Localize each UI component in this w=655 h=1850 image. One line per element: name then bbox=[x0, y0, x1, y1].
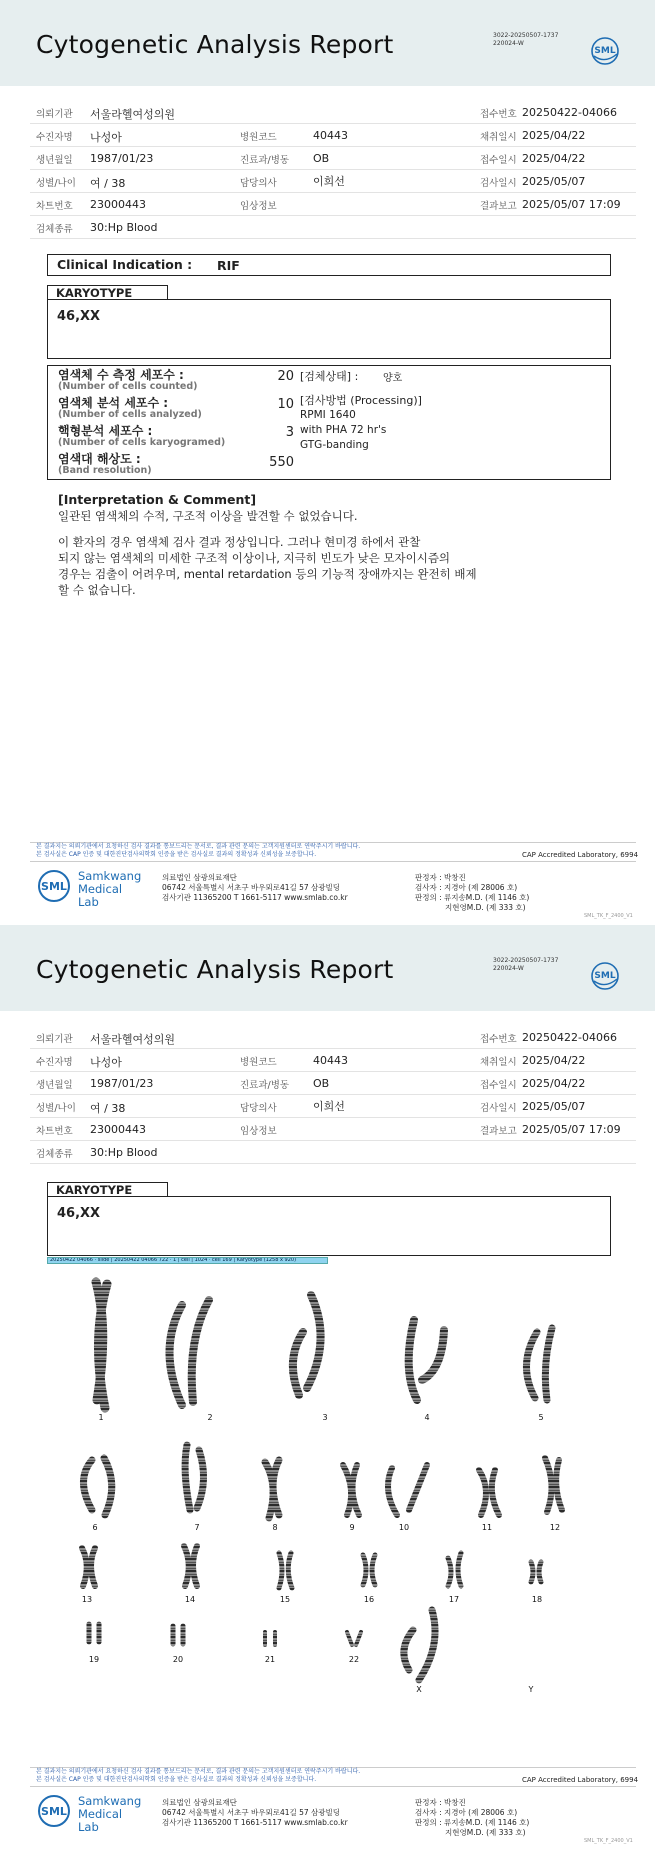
info-row: 차트번호 23000443 임상정보 결과보고 2025/05/07 17:09 bbox=[30, 1118, 636, 1141]
footer-note: 본 결과지는 의뢰기관에서 요청하신 검사 결과를 통보드리는 문서로, 결과 관련 문의는 고객지원센터로 연락주시기 바랍니다. 본 검사실은 CAP 인증 및 대한진단검사의학회 인증을 받은 검사실로 결과의 정확성과 신뢰성을 보증합니다. bbox=[36, 1768, 361, 1783]
specimen-status: 양호 bbox=[383, 373, 403, 384]
chromosome-3b bbox=[307, 1295, 321, 1388]
chromosome-16b bbox=[372, 1555, 375, 1585]
chromosome-label: X bbox=[416, 1685, 422, 1694]
chromosome-label: 12 bbox=[549, 1523, 561, 1532]
specimen-type: 30:Hp Blood bbox=[90, 221, 158, 234]
page-title: Cytogenetic Analysis Report bbox=[36, 30, 394, 59]
svg-text:SML: SML bbox=[594, 46, 616, 56]
chromosome-xa bbox=[404, 1630, 413, 1670]
chromosome-17a bbox=[448, 1558, 451, 1586]
karyotype-tab: KARYOTYPE bbox=[47, 1182, 168, 1196]
info-row: 의뢰기관 서울라헬여성의원 접수번호 20250422-04066 bbox=[30, 101, 636, 124]
company-logo: SML Samkwang Medical Lab bbox=[36, 1791, 136, 1831]
karyotype-result: 46,XX bbox=[57, 309, 101, 324]
info-row: 생년월일 1987/01/23 진료과/병동 OB 접수일시 2025/04/22 bbox=[30, 147, 636, 170]
form-version: SML_TK_F_2400_V1 bbox=[584, 1838, 633, 1844]
cap-accreditation: CAP Accredited Laboratory, 6994 bbox=[522, 1776, 639, 1784]
chromosome-14b bbox=[193, 1546, 197, 1586]
specimen-status-label: [검체상태] : bbox=[300, 370, 359, 383]
sml-logo-icon bbox=[590, 36, 620, 66]
info-row: 의뢰기관 서울라헬여성의원 접수번호 20250422-04066 bbox=[30, 1026, 636, 1049]
chromosome-label: 4 bbox=[424, 1413, 430, 1422]
svg-text:SML: SML bbox=[41, 880, 67, 893]
interpretation: [Interpretation & Comment] 일관된 염색체의 수적, 구조적 이상을 발견할 수 없었습니다. 이 환자의 경우 염색체 검사 결과 정상입니다. 그러나 현미경 하에서 관찰 되지 않는 염색체의 미세한 구조적 이상이나, 지극히 빈도가 낮은 모자이시즘의 경우는 검출이 어려우며, mental retardation 등의 기능적 장애까지는 완전히 배제 할 수 없습니다. bbox=[58, 492, 477, 597]
chart-number: 23000443 bbox=[90, 198, 146, 211]
chromosome-10b bbox=[409, 1465, 427, 1510]
hospital-code: 40443 bbox=[313, 129, 348, 142]
report-code: 3022-20250507-1737 220024-W bbox=[493, 957, 559, 972]
chromosome-label: 2 bbox=[207, 1413, 213, 1422]
birth-date: 1987/01/23 bbox=[90, 152, 154, 165]
chromosome-2a bbox=[170, 1305, 183, 1405]
cells-karyogramed: 3 bbox=[285, 425, 294, 440]
band-resolution: 550 bbox=[269, 455, 294, 470]
chromosome-label: 9 bbox=[349, 1523, 355, 1532]
chromosome-label: 15 bbox=[279, 1595, 291, 1604]
chromosome-5a bbox=[526, 1332, 537, 1398]
received-date: 2025/04/22 bbox=[522, 152, 586, 165]
chromosome-label: Y bbox=[528, 1685, 534, 1694]
report-code: 3022-20250507-1737 220024-W bbox=[493, 32, 559, 47]
chromosome-22a bbox=[347, 1632, 352, 1645]
chromosome-10a bbox=[388, 1468, 397, 1515]
chromosome-11b bbox=[492, 1470, 499, 1515]
test-date: 2025/05/07 bbox=[522, 175, 586, 188]
karyotype-box bbox=[47, 299, 611, 359]
chromosome-3a bbox=[293, 1332, 303, 1395]
chromosome-4a bbox=[409, 1320, 417, 1400]
patient-info-table bbox=[30, 1026, 636, 1164]
report-header bbox=[0, 925, 655, 1011]
cells-counted-label: 염색체 수 측정 세포수 : (Number of cells counted) bbox=[58, 368, 198, 392]
sml-logo-icon bbox=[36, 1793, 72, 1829]
patient-name: 나성아 bbox=[90, 131, 122, 144]
collect-date: 2025/04/22 bbox=[522, 129, 586, 142]
chromosome-7b bbox=[197, 1450, 204, 1508]
clinical-indication: RIF bbox=[217, 258, 240, 273]
chromosome-label: 6 bbox=[92, 1523, 98, 1532]
chromosome-label: 1 bbox=[98, 1413, 104, 1422]
karyotype-box: 46,XX bbox=[47, 1196, 611, 1256]
chromosome-label: 14 bbox=[184, 1595, 196, 1604]
chromosome-label: 22 bbox=[348, 1655, 360, 1664]
chromosome-13a bbox=[82, 1548, 87, 1586]
info-row: 성별/나이 여 / 38 담당의사 이희선 검사일시 2025/05/07 bbox=[30, 170, 636, 193]
chromosome-18b bbox=[539, 1562, 541, 1582]
receipt-number: 20250422-04066 bbox=[522, 106, 617, 119]
chromosome-6b bbox=[104, 1458, 112, 1515]
cells-analyzed: 10 bbox=[277, 397, 294, 412]
chromosome-6a bbox=[84, 1460, 93, 1510]
chromosome-2b bbox=[192, 1300, 209, 1402]
chromosome-22b bbox=[356, 1632, 361, 1645]
page-title: Cytogenetic Analysis Report bbox=[36, 955, 394, 984]
chromosome-label: 21 bbox=[264, 1655, 276, 1664]
chromosome-label: 3 bbox=[322, 1413, 328, 1422]
chromosome-16a bbox=[363, 1555, 366, 1585]
info-row: 성별/나이 여 / 38 담당의사 이희선 검사일시 2025/05/07 bbox=[30, 1095, 636, 1118]
processing-method: [검사방법 (Processing)] RPMI 1640 with PHA 72 hr's GTG-banding bbox=[300, 394, 422, 451]
chromosome-12b bbox=[556, 1460, 562, 1510]
svg-text:SML: SML bbox=[41, 1805, 67, 1818]
clinical-indication-box: Clinical Indication : RIF bbox=[47, 254, 611, 276]
chromosome-5b bbox=[545, 1328, 552, 1400]
chromosome-label: 11 bbox=[481, 1523, 493, 1532]
chromosome-label: 17 bbox=[448, 1595, 460, 1604]
cells-karyogramed-label: 핵형분석 세포수 : (Number of cells karyogramed) bbox=[58, 424, 226, 448]
info-row: 검체종류 30:Hp Blood bbox=[30, 216, 636, 239]
sex-age: 여 / 38 bbox=[90, 177, 126, 190]
chromosome-18a bbox=[531, 1562, 533, 1582]
chromosome-label: 7 bbox=[194, 1523, 200, 1532]
chromosome-label: 20 bbox=[172, 1655, 184, 1664]
chromosome-13b bbox=[91, 1548, 95, 1586]
info-row: 수진자명 나성아 병원코드 40443 채취일시 2025/04/22 bbox=[30, 124, 636, 147]
doctor: 이희선 bbox=[313, 175, 345, 188]
chromosome-label: 5 bbox=[538, 1413, 544, 1422]
department: OB bbox=[313, 152, 330, 165]
report-date: 2025/05/07 17:09 bbox=[522, 198, 621, 211]
chromosome-xb bbox=[419, 1610, 435, 1680]
chromosome-8b bbox=[273, 1460, 279, 1515]
company-address: 의료법인 삼광의료재단 06742 서울특별시 서초구 바우뫼로41길 57 삼광빌딩 검사기관 11365200 T 1661-5117 www.smlab.co.kr bbox=[162, 873, 348, 902]
svg-text:SML: SML bbox=[594, 971, 616, 981]
footer-note: 본 결과지는 의뢰기관에서 요청하신 검사 결과를 통보드리는 문서로, 결과 관련 문의는 고객지원센터로 연락주시기 바랍니다. 본 검사실은 CAP 인증 및 대한진단검사의학회 인증을 받은 검사실로 결과의 정확성과 신뢰성을 보증합니다. bbox=[36, 843, 361, 858]
form-version: SML_TK_F_2400_V1 bbox=[584, 913, 633, 919]
cap-accreditation: CAP Accredited Laboratory, 6994 bbox=[522, 851, 639, 859]
cell-counts-box bbox=[47, 365, 611, 480]
cells-counted: 20 bbox=[277, 369, 294, 384]
karyogram-image bbox=[47, 1270, 611, 1720]
chromosome-label: 16 bbox=[363, 1595, 375, 1604]
chromosome-14a bbox=[184, 1546, 189, 1586]
chromosome-7a bbox=[185, 1445, 190, 1510]
chromosome-9b bbox=[352, 1465, 359, 1515]
band-resolution-label: 염색대 해상도 : (Band resolution) bbox=[58, 452, 152, 476]
chromosome-15b bbox=[288, 1553, 292, 1588]
report-header bbox=[0, 0, 655, 86]
chromosome-4b bbox=[422, 1330, 444, 1380]
chromosome-15a bbox=[279, 1553, 282, 1588]
chromosome-12a bbox=[545, 1458, 552, 1512]
sml-logo-icon bbox=[590, 961, 620, 991]
company-address: 의료법인 삼광의료재단 06742 서울특별시 서초구 바우뫼로41길 57 삼광빌딩 검사기관 11365200 T 1661-5117 www.smlab.co.kr bbox=[162, 1798, 348, 1827]
chromosome-11a bbox=[479, 1470, 486, 1515]
cells-analyzed-label: 염색체 분석 세포수 : (Number of cells analyzed) bbox=[58, 396, 202, 420]
info-row: 검체종류 30:Hp Blood bbox=[30, 1141, 636, 1164]
karyotype-tab: KARYOTYPE bbox=[47, 285, 168, 299]
chromosome-labels bbox=[82, 1413, 560, 1694]
chromosome-label: 8 bbox=[272, 1523, 278, 1532]
chromosome-17b bbox=[458, 1553, 461, 1586]
chromosome-label: 10 bbox=[398, 1523, 410, 1532]
info-row: 차트번호 23000443 임상정보 결과보고 2025/05/07 17:09 bbox=[30, 193, 636, 216]
company-logo: SML Samkwang Medical Lab bbox=[36, 866, 136, 906]
chromosome-label: 13 bbox=[81, 1595, 93, 1604]
chromosome-label: 18 bbox=[531, 1595, 543, 1604]
info-row: 생년월일 1987/01/23 진료과/병동 OB 접수일시 2025/04/22 bbox=[30, 1072, 636, 1095]
signatures: 판정자 : 박창진 검사자 : 지경아 (제 28006 호) 판정의 : 류지송M.D. (제 1146 호) 지현영M.D. (제 333 호) bbox=[415, 1798, 530, 1837]
signatures: 판정자 : 박창진 검사자 : 지경아 (제 28006 호) 판정의 : 류지송M.D. (제 1146 호) 지현영M.D. (제 333 호) bbox=[415, 873, 530, 912]
chromosome-set bbox=[82, 1282, 562, 1680]
info-row: 수진자명 나성아 병원코드 40443 채취일시 2025/04/22 bbox=[30, 1049, 636, 1072]
patient-info-table bbox=[30, 101, 636, 239]
chromosome-label: 19 bbox=[88, 1655, 100, 1664]
institution: 서울라헬여성의원 bbox=[90, 108, 176, 121]
image-info-bar: 20250422 04066 · slide | 20250422 04066 722 · 1 | cell | 1024 · cell 169 | Karyotype (1258 x 920) bbox=[47, 1257, 328, 1264]
sml-logo-icon bbox=[36, 868, 72, 904]
